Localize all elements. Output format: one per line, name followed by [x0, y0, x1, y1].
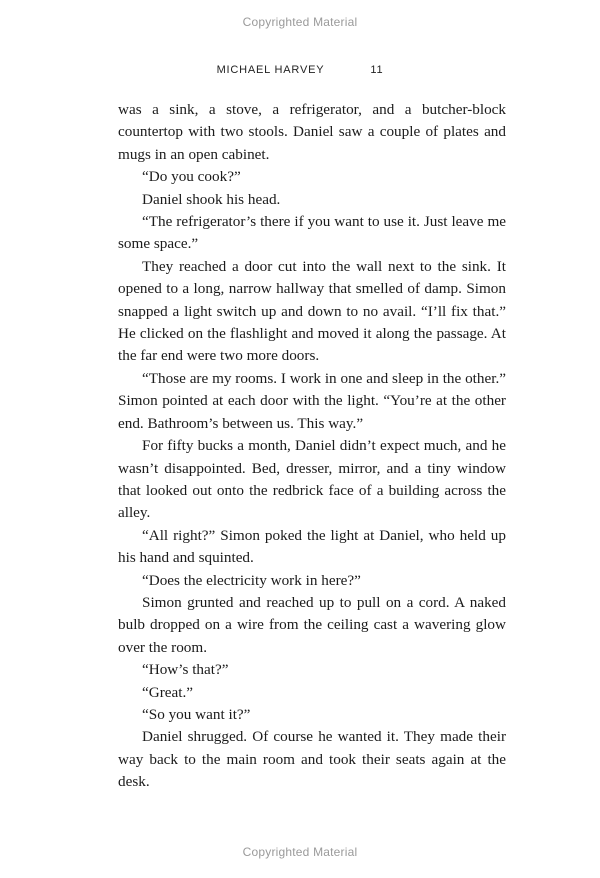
copyright-watermark-bottom: Copyrighted Material	[242, 845, 358, 859]
paragraph: “The refrigerator’s there if you want to use it. Just leave me some space.”	[118, 213, 506, 253]
paragraph: “Does the electricity work in here?”	[142, 571, 361, 589]
paragraph: For fifty bucks a month, Daniel didn’t expect much, and he wasn’t disappointed. Bed, dresser, mirror, and a tiny window that looked out onto the redbrick face of a building across the alley.	[118, 437, 506, 522]
paragraph: “So you want it?”	[142, 705, 251, 723]
running-head	[0, 64, 600, 76]
paragraph: “Do you cook?”	[142, 168, 241, 186]
paragraph: They reached a door cut into the wall next to the sink. It opened to a long, narrow hallway that smelled of damp. Simon snapped a light switch up and down to no avail. “I’ll fix that.” He clicked on the flashlight and moved it along the passage. At the far end were two more doors.	[118, 257, 506, 365]
paragraph: Daniel shrugged. Of course he wanted it. They made their way back to the main room and took their seats again at the desk.	[118, 728, 506, 791]
copyright-watermark-top: Copyrighted Material	[242, 15, 358, 29]
page-number: 11	[370, 64, 384, 76]
paragraph: Daniel shook his head.	[142, 190, 281, 208]
paragraph: “How’s that?”	[142, 661, 229, 679]
book-body-text	[118, 99, 506, 794]
paragraph: “Those are my rooms. I work in one and sleep in the other.” Simon pointed at each door with the light. “You’re at the other end. Bathroom’s between us. This way.”	[118, 369, 506, 432]
paragraph: Simon grunted and reached up to pull on a cord. A naked bulb dropped on a wire from the ceiling cast a wavering glow over the room.	[118, 593, 506, 656]
paragraph: was a sink, a stove, a refrigerator, and a butcher-block countertop with two stools. Daniel saw a couple of plates and mugs in an open cabinet.	[118, 101, 506, 163]
paragraph: “All right?” Simon poked the light at Daniel, who held up his hand and squinted.	[118, 526, 506, 567]
paragraph: “Great.”	[142, 683, 194, 701]
author-name: MICHAEL HARVEY	[216, 64, 325, 76]
